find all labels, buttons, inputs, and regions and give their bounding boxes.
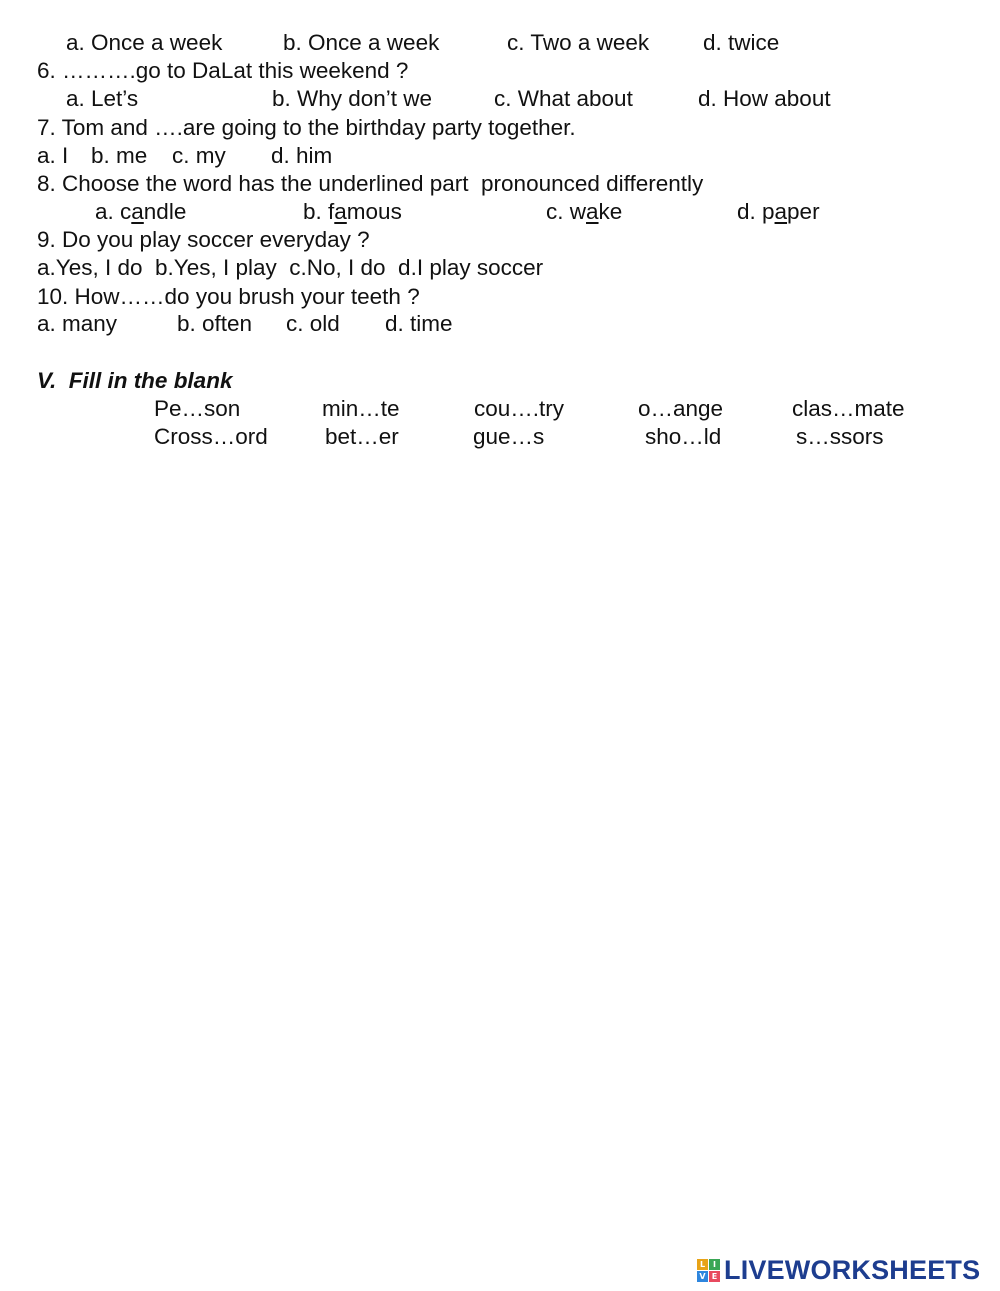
- q8-b-suffix: mous: [346, 199, 402, 224]
- q8-stem: 8. Choose the word has the underlined part pronounced differently: [37, 171, 704, 196]
- q8-d-prefix: d. p: [737, 199, 775, 224]
- q7-option-b[interactable]: b. me: [91, 143, 148, 168]
- q7-option-a[interactable]: a. I: [37, 143, 69, 168]
- q8-c-prefix: c. w: [546, 199, 587, 224]
- blank-word[interactable]: o…ange: [638, 396, 724, 421]
- q10-option-c[interactable]: c. old: [286, 311, 340, 336]
- q8-a-suffix: ndle: [143, 199, 187, 224]
- q9-options[interactable]: a.Yes, I do b.Yes, I play c.No, I do d.I play soccer: [37, 255, 544, 280]
- q8-option-b[interactable]: [303, 198, 402, 226]
- q8-option-c[interactable]: [546, 198, 622, 226]
- section-title: V. Fill in the blank: [37, 368, 233, 393]
- q6-option-b[interactable]: b. Why don’t we: [272, 86, 433, 111]
- q8-a-underlined: a: [131, 199, 144, 224]
- liveworksheets-logo: [697, 1255, 980, 1285]
- logo-letter-e: E: [709, 1271, 720, 1282]
- q8-c-suffix: ke: [598, 199, 623, 224]
- q7-option-c[interactable]: c. my: [172, 143, 226, 168]
- blank-word[interactable]: bet…er: [325, 424, 399, 449]
- blank-word[interactable]: cou….try: [474, 396, 565, 421]
- logo-letter-v: V: [697, 1271, 708, 1282]
- q10-option-d[interactable]: d. time: [385, 311, 453, 336]
- q8-b-underlined: a: [334, 199, 347, 224]
- blank-word[interactable]: gue…s: [473, 424, 545, 449]
- q10-option-b[interactable]: b. often: [177, 311, 253, 336]
- q5-option-b[interactable]: b. Once a week: [283, 30, 440, 55]
- blank-word[interactable]: clas…mate: [792, 396, 905, 421]
- q7-option-d[interactable]: d. him: [271, 143, 333, 168]
- q8-d-underlined: a: [774, 199, 788, 224]
- blank-word[interactable]: Cross…ord: [154, 424, 268, 449]
- q6-stem: 6. ……….go to DaLat this weekend ?: [37, 58, 409, 83]
- q5-option-c[interactable]: c. Two a week: [507, 30, 650, 55]
- blank-word[interactable]: s…ssors: [796, 424, 884, 449]
- q7-stem: 7. Tom and ….are going to the birthday party together.: [37, 115, 576, 140]
- q8-option-d[interactable]: [737, 198, 820, 226]
- q10-stem: 10. How……do you brush your teeth ?: [37, 284, 420, 309]
- q5-option-d[interactable]: d. twice: [703, 30, 780, 55]
- q8-d-suffix: per: [787, 199, 820, 224]
- q9-stem: 9. Do you play soccer everyday ?: [37, 227, 370, 252]
- blank-word[interactable]: Pe…son: [154, 396, 241, 421]
- logo-text: LIVEWORKSHEETS: [724, 1254, 981, 1285]
- q6-option-c[interactable]: c. What about: [494, 86, 633, 111]
- logo-icon: [697, 1259, 720, 1282]
- q5-option-a[interactable]: a. Once a week: [66, 30, 223, 55]
- q6-option-a[interactable]: a. Let’s: [66, 86, 139, 111]
- q10-option-a[interactable]: a. many: [37, 311, 118, 336]
- q8-a-prefix: a. c: [95, 199, 132, 224]
- q6-option-d[interactable]: d. How about: [698, 86, 831, 111]
- q8-c-underlined: a: [586, 199, 599, 224]
- q8-b-prefix: b. f: [303, 199, 335, 224]
- logo-letter-l: L: [697, 1259, 708, 1270]
- blank-word[interactable]: sho…ld: [645, 424, 722, 449]
- logo-letter-i: I: [709, 1259, 720, 1270]
- q8-option-a[interactable]: [95, 198, 186, 226]
- blank-word[interactable]: min…te: [322, 396, 400, 421]
